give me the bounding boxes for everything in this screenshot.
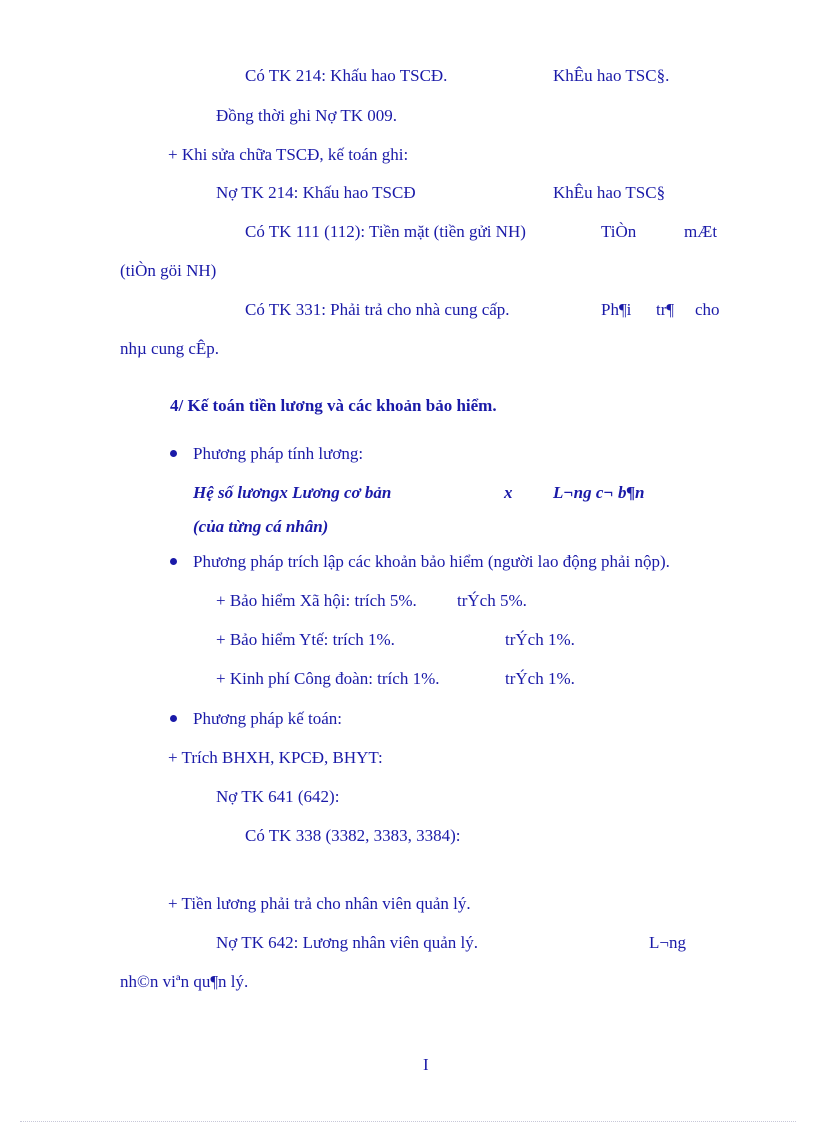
bullet-phuong-phap-tinh-luong: Phương pháp tính lương: [193, 444, 364, 463]
bullet-icon [170, 715, 177, 722]
formula-operator: x [504, 483, 513, 502]
insurance-bhxh: + Bảo hiểm Xã hội: trích 5%. [216, 591, 417, 610]
insurance-kpcd: + Kinh phí Công đoàn: trích 1%. [216, 669, 440, 688]
formula-note: (của từng cá nhân) [193, 517, 329, 536]
garbled-text: Ph¶i [601, 300, 632, 319]
garbled-text: L¬ng [649, 933, 686, 952]
line-tien-luong: + Tiền lương phải trả cho nhân viên quản lý. [168, 894, 471, 913]
page-number: I [423, 1055, 429, 1074]
garbled-text: nh©n viªn qu¶n lý. [120, 972, 249, 991]
garbled-text: tr¶ [656, 300, 675, 319]
garbled-text: mÆt [684, 222, 718, 241]
line-no-tk-214: Nợ TK 214: Khấu hao TSCĐ [216, 183, 416, 202]
line-no-tk-641: Nợ TK 641 (642): [216, 787, 340, 806]
line-co-tk-111: Có TK 111 (112): Tiền mặt (tiền gửi NH) [245, 222, 526, 241]
bullet-phuong-phap-ke-toan: Phương pháp kế toán: [193, 709, 342, 728]
garbled-text: trÝch 5%. [457, 591, 527, 610]
garbled-text: trÝch 1%. [505, 630, 575, 649]
insurance-bhyt: + Bảo hiểm Ytế: trích 1%. [216, 630, 395, 649]
line-co-tk-331: Có TK 331: Phải trả cho nhà cung cấp. [245, 300, 510, 319]
bullet-trich-lap: Phương pháp trích lập các khoản bảo hiểm (người lao động phải nộp). [193, 552, 670, 571]
bullet-icon [170, 558, 177, 565]
line-trich-bhxh: + Trích BHXH, KPCĐ, BHYT: [168, 748, 383, 767]
garbled-text: KhÊu hao TSC§ [553, 183, 666, 202]
line-dong-thoi: Đồng thời ghi Nợ TK 009. [216, 106, 398, 125]
line-co-tk-214: Có TK 214: Khấu hao TSCĐ. [245, 66, 448, 85]
line-no-tk-642: Nợ TK 642: Lương nhân viên quản lý. [216, 933, 479, 952]
line-co-tk-338: Có TK 338 (3382, 3383, 3384): [245, 826, 461, 845]
section-heading: 4/ Kế toán tiền lương và các khoản bảo hiểm. [170, 396, 497, 415]
garbled-text: trÝch 1%. [505, 669, 575, 688]
garbled-text: TiÒn [601, 222, 637, 241]
garbled-text: cho [695, 300, 720, 319]
garbled-text: (tiÒn göi NH) [120, 261, 217, 280]
garbled-text: nhµ cung cÊp. [120, 339, 220, 358]
formula-line: Hệ số lươngx Lương cơ bản [193, 483, 392, 502]
garbled-text: L¬ng c¬ b¶n [553, 483, 645, 502]
bullet-icon [170, 450, 177, 457]
line-khi-sua-chua: + Khi sửa chữa TSCĐ, kế toán ghi: [168, 145, 409, 164]
page-divider [20, 1121, 796, 1122]
garbled-text: KhÊu hao TSC§. [553, 66, 670, 85]
